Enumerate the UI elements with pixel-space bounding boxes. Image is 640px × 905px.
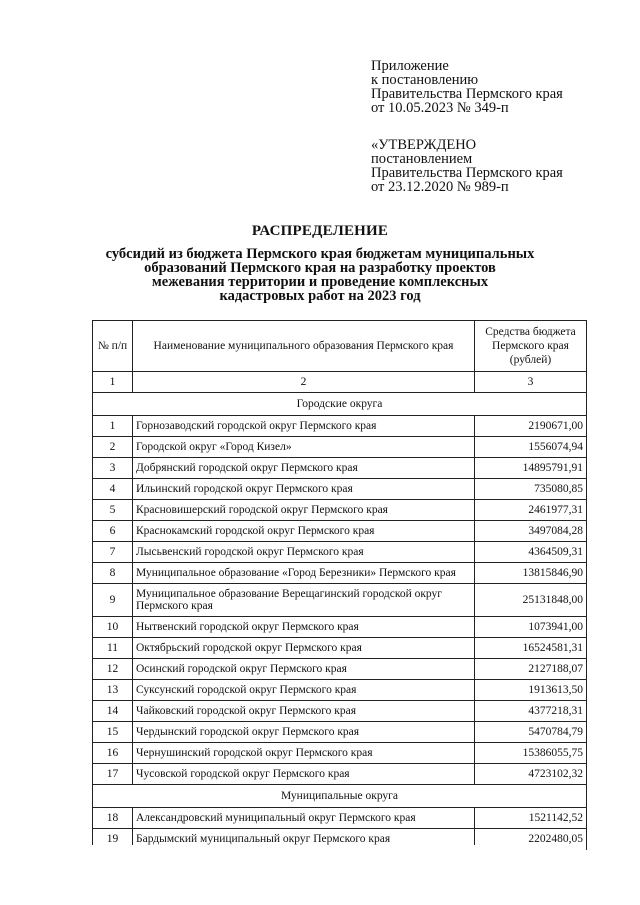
row-name: Чайковский городской округ Пермского края (133, 701, 475, 722)
section-row-city-districts (93, 393, 587, 416)
table-row (93, 808, 587, 829)
row-number: 19 (93, 829, 133, 850)
row-name: Чусовской городской округ Пермского края (133, 764, 475, 785)
approval-block (371, 138, 563, 194)
row-name: Горнозаводский городской округ Пермского края (133, 416, 475, 437)
table-row (93, 659, 587, 680)
approval-line: «УТВЕРЖДЕНО (371, 137, 477, 153)
row-name: Краснокамский городской округ Пермского края (133, 521, 475, 542)
row-amount: 2202480,05 (475, 829, 587, 850)
appendix-line: Правительства Пермского края (371, 86, 563, 102)
approval-line: Правительства Пермского края (371, 165, 563, 181)
index-cell: 3 (475, 372, 587, 393)
row-name: Октябрьский городской округ Пермского края (133, 638, 475, 659)
table-row (93, 458, 587, 479)
table-row (93, 584, 587, 617)
section-label: Городские округа (93, 393, 587, 416)
table-row (93, 743, 587, 764)
header-amount: Средства бюджета Пермского края (рублей) (475, 321, 587, 372)
row-number: 18 (93, 808, 133, 829)
table-row (93, 680, 587, 701)
appendix-line: от 10.05.2023 № 349-п (371, 100, 509, 116)
header-num: № п/п (93, 321, 133, 372)
table-row (93, 437, 587, 458)
page-crop-mask (92, 845, 586, 905)
row-amount: 2190671,00 (475, 416, 587, 437)
row-amount: 2127188,07 (475, 659, 587, 680)
table-row (93, 701, 587, 722)
row-amount: 735080,85 (475, 479, 587, 500)
subtitle-line: кадастровых работ на 2023 год (219, 288, 421, 304)
subtitle-line: субсидий из бюджета Пермского края бюджетам муниципальных (105, 246, 535, 262)
row-number: 11 (93, 638, 133, 659)
row-number: 2 (93, 437, 133, 458)
row-number: 9 (93, 584, 133, 617)
index-cell: 1 (93, 372, 133, 393)
table-row (93, 638, 587, 659)
row-number: 6 (93, 521, 133, 542)
table-header-row (93, 321, 587, 372)
table-row (93, 521, 587, 542)
row-amount: 1913613,50 (475, 680, 587, 701)
appendix-block (371, 59, 563, 115)
table-row (93, 542, 587, 563)
row-name: Чердынский городской округ Пермского края (133, 722, 475, 743)
row-amount: 4723102,32 (475, 764, 587, 785)
subtitle-line: межевания территории и проведение комплексных (151, 274, 489, 290)
row-number: 15 (93, 722, 133, 743)
row-name: Ильинский городской округ Пермского края (133, 479, 475, 500)
row-number: 13 (93, 680, 133, 701)
subtitle-line: образований Пермского края на разработку проектов (144, 260, 496, 276)
row-number: 5 (93, 500, 133, 521)
row-name: Добрянский городской округ Пермского края (133, 458, 475, 479)
table-row (93, 500, 587, 521)
row-name: Лысьвенский городской округ Пермского края (133, 542, 475, 563)
approval-line: от 23.12.2020 № 989-п (371, 179, 509, 195)
row-number: 3 (93, 458, 133, 479)
row-amount: 1521142,52 (475, 808, 587, 829)
section-label: Муниципальные округа (93, 785, 587, 808)
row-number: 12 (93, 659, 133, 680)
row-amount: 2461977,31 (475, 500, 587, 521)
document-title: РАСПРЕДЕЛЕНИЕ (251, 223, 389, 239)
row-name: Осинский городской округ Пермского края (133, 659, 475, 680)
row-name: Красновишерский городской округ Пермского края (133, 500, 475, 521)
appendix-line: Приложение (371, 58, 449, 74)
row-name: Суксунский городской округ Пермского края (133, 680, 475, 701)
appendix-line: к постановлению (371, 72, 479, 88)
table-index-row (93, 372, 587, 393)
table-row (93, 764, 587, 785)
row-name: Чернушинский городской округ Пермского края (133, 743, 475, 764)
row-amount: 25131848,00 (475, 584, 587, 617)
row-name: Муниципальное образование Верещагинский городской округ Пермского края (133, 584, 475, 617)
row-number: 10 (93, 617, 133, 638)
row-amount: 5470784,79 (475, 722, 587, 743)
approval-line: постановлением (371, 151, 473, 167)
row-name: Бардымский муниципальный округ Пермского края (133, 829, 475, 850)
document-subtitle (100, 247, 540, 303)
table-row (93, 479, 587, 500)
table-row (93, 617, 587, 638)
row-number: 17 (93, 764, 133, 785)
row-amount: 4377218,31 (475, 701, 587, 722)
row-number: 8 (93, 563, 133, 584)
row-number: 4 (93, 479, 133, 500)
row-amount: 1556074,94 (475, 437, 587, 458)
row-amount: 15386055,75 (475, 743, 587, 764)
section-row-municipal-districts (93, 785, 587, 808)
row-name: Нытвенский городской округ Пермского края (133, 617, 475, 638)
row-number: 1 (93, 416, 133, 437)
row-number: 16 (93, 743, 133, 764)
row-name: Александровский муниципальный округ Пермского края (133, 808, 475, 829)
row-amount: 3497084,28 (475, 521, 587, 542)
row-amount: 1073941,00 (475, 617, 587, 638)
table-row (93, 563, 587, 584)
row-name: Муниципальное образование «Город Березники» Пермского края (133, 563, 475, 584)
row-amount: 13815846,90 (475, 563, 587, 584)
row-amount: 4364509,31 (475, 542, 587, 563)
row-amount: 14895791,91 (475, 458, 587, 479)
index-cell: 2 (133, 372, 475, 393)
table-row (93, 416, 587, 437)
row-name: Городской округ «Город Кизел» (133, 437, 475, 458)
row-amount: 16524581,31 (475, 638, 587, 659)
table-row (93, 722, 587, 743)
subsidy-table (92, 320, 587, 850)
row-number: 7 (93, 542, 133, 563)
header-name: Наименование муниципального образования Пермского края (133, 321, 475, 372)
row-number: 14 (93, 701, 133, 722)
